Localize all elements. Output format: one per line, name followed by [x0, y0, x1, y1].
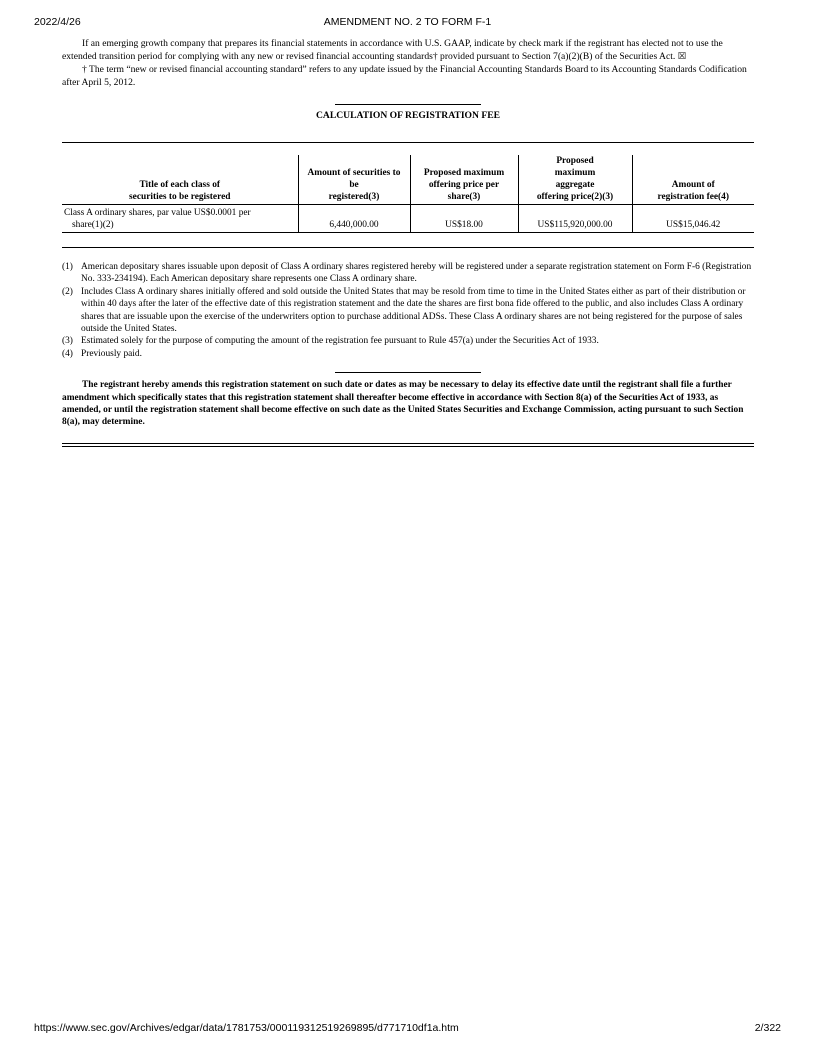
table-top-rule — [62, 142, 754, 155]
egc-paragraph — [62, 38, 754, 63]
source-url: https://www.sec.gov/Archives/edgar/data/1781753/000119312519269895/d771710df1a.htm — [34, 1022, 459, 1034]
cell-class-title: Class A ordinary shares, par value US$0.0001 per share(1)(2) — [62, 204, 298, 232]
list-item: (3) Estimated solely for the purpose of computing the amount of the registration fee pursuant to Rule 457(a) under the Securities Act of 1933. — [62, 336, 599, 347]
list-item: (4) Previously paid. — [62, 348, 142, 359]
table-bottom-rule — [62, 232, 754, 247]
cell-fee: US$15,046.42 — [632, 204, 754, 232]
list-item: (2) Includes Class A ordinary shares initially offered and sold outside the United States that may be resold from time to time in the United States either as part of their distribution or within 40 days after the later of the effective date of this registration statement and the date the shares are first bona fide offered to the public, and also includes Class A ordinary shares that are issuable upon the exercise of the underwriters option to purchase additional ADSs. These Class A ordinary shares are not being registered for the purpose of sales outside the United States. — [62, 286, 746, 334]
registration-fee-table — [62, 142, 754, 248]
header-registration-fee: Amount of registration fee(4) — [632, 155, 754, 205]
section-divider — [335, 104, 481, 105]
delaying-amendment: The registrant hereby amends this registration statement on such date or dates as may be necessary to delay its effective date until the registrant shall file a further amendment which specifically states that this registration statement shall thereafter become effective in accordance with Section 8(a) of the Securities Act of 1933, as amended, or until the registration statement shall become effective on such date as the United States Securities and Exchange Commission, acting pursuant to such Section 8(a), may determine. — [62, 380, 744, 428]
page-number: 2/322 — [754, 1022, 781, 1034]
cell-price-per-share: US$18.00 — [410, 204, 518, 232]
header-amount-registered: Amount of securities to be registered(3) — [298, 155, 410, 205]
fee-table-notes — [62, 261, 754, 360]
table-header-row — [62, 155, 754, 205]
print-date: 2022/4/26 — [34, 16, 81, 28]
egc-text: If an emerging growth company that prepares its financial statements in accordance with U.S. GAAP, indicate by check mark if the registrant has elected not to use the extended transition period for complying with any new or revised financial accounting standards† provided pursuant to Section 7(a)(2)(B) of the Securities Act. — [62, 38, 723, 62]
header-title-of-class: Title of each class of securities to be registered — [62, 155, 298, 205]
egc-checkbox-icon: ☒ — [677, 50, 687, 62]
cell-amount: 6,440,000.00 — [298, 204, 410, 232]
dagger-footnote: † The term “new or revised financial accounting standard” refers to any update issued by the Financial Accounting Standards Board to its Accounting Standards Codification after April 5, 2012. — [62, 64, 747, 88]
cell-aggregate-price: US$115,920,000.00 — [518, 204, 632, 232]
header-price-per-share: Proposed maximum offering price per share(3) — [410, 155, 518, 205]
section-divider — [335, 372, 481, 373]
fee-table-title: CALCULATION OF REGISTRATION FEE — [316, 110, 500, 122]
double-rule-divider — [62, 443, 754, 447]
list-item: (1) American depositary shares issuable upon deposit of Class A ordinary shares registered hereby will be registered under a separate registration statement on Form F-6 (Registration No. 333-234194). Each American depositary share represents one Class A ordinary share. — [62, 261, 752, 285]
document-body — [62, 38, 754, 447]
document-title: AMENDMENT NO. 2 TO FORM F-1 — [323, 16, 492, 28]
table-row — [62, 204, 754, 232]
header-aggregate-price: Proposed maximum aggregate offering price(2)(3) — [518, 155, 632, 205]
